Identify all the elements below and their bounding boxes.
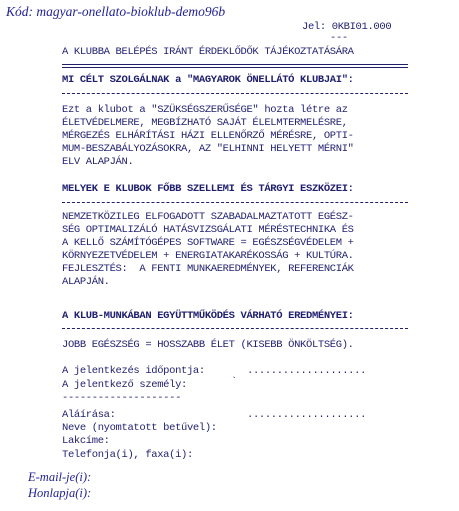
person-underline: -------------------- [62,392,182,404]
section-line: NEMZETKÖZILEG ELFOGADOTT SZABADALMAZTATOTT EGÉSZ- [62,211,354,223]
section-line: ALAPJÁN. [62,276,110,288]
section-line: ÉLETVÉDELMERE, MEGBÍZHATÓ SAJÁT ÉLELMTERMELÉSRE, [62,117,348,129]
section-line: A KELLŐ SZÁMÍTÓGÉPES SOFTWARE = EGÉSZSÉGVÉDELEM + [62,237,354,249]
section-line: MÉRGEZÉS ELHÁRÍTÁSI HÁZI ELLENŐRZŐ MÉRÉSRE, OPTI- [62,130,354,142]
section-line: ELV ALAPJÁN. [62,156,134,168]
signature-label: Aláírása: [62,409,116,421]
name-label: Neve (nyomtatott betűvel): [62,422,217,434]
date-label: A jelentkezés időpontja: [62,365,205,377]
title-rule [62,64,408,65]
address-label: Lakcíme: [62,435,110,447]
phone-label: Telefonja(i), faxa(i): [62,449,193,461]
section-line: SÉG OPTIMALIZÁLÓ HATÁSVIZSGÁLATI MÉRÉSTECHNIKA ÉS [62,224,354,236]
website-label: Honlapja(i): [28,486,92,500]
section-heading-purpose: MI CÉLT SZOLGÁLNAK a "MAGYAROK ÖNELLÁTÓ KLUBJAI": [62,74,354,86]
section-line: KÖRNYEZETVÉDELEM + ENERGIATAKARÉKOSSÁG + KULTÚRA. [62,250,354,262]
title-rule-2 [62,67,408,68]
document-code: Kód: magyar-onellato-bioklub-demo96b [6,4,226,19]
section-line: Ezt a klubot a "SZÜKSÉGSZERŰSÉGE" hozta létre az [62,104,348,116]
section-divider [62,93,408,94]
section-heading-results: A KLUB-MUNKÁBAN EGYÜTTMŰKÖDÉS VÁRHATÓ EREDMÉNYEI: [62,310,354,322]
document-title: A KLUBBA BELÉPÉS IRÁNT ÉRDEKLŐDŐK TÁJÉKOZTATÁSÁRA [62,46,354,58]
email-label: E-mail-je(i): [28,470,92,484]
section-line: MUM-BESZABÁLYOZÁSOKRA, AZ "ELHINNI HELYETT MÉRNI" [62,143,354,155]
person-tick: ` [231,376,237,388]
person-label: A jelentkező személy: [62,379,187,391]
section-line: JOBB EGÉSZSÉG = HOSSZABB ÉLET (KISEBB ÖNKÖLTSÉG). [62,339,354,351]
reference-underline: --- [330,32,348,44]
section-divider [62,202,408,203]
signature-field[interactable]: .................... [247,409,367,421]
date-field[interactable]: .................... [247,365,367,377]
document-reference: Jel: 0KBI01.000 [302,21,392,33]
section-line: FEJLESZTÉS: A FENTI MUNKAEREDMÉNYEK, REFERENCIÁK [62,263,354,275]
section-heading-tools: MELYEK E KLUBOK FŐBB SZELLEMI ÉS TÁRGYI ESZKÖZEI: [62,183,354,195]
section-divider [62,328,408,329]
